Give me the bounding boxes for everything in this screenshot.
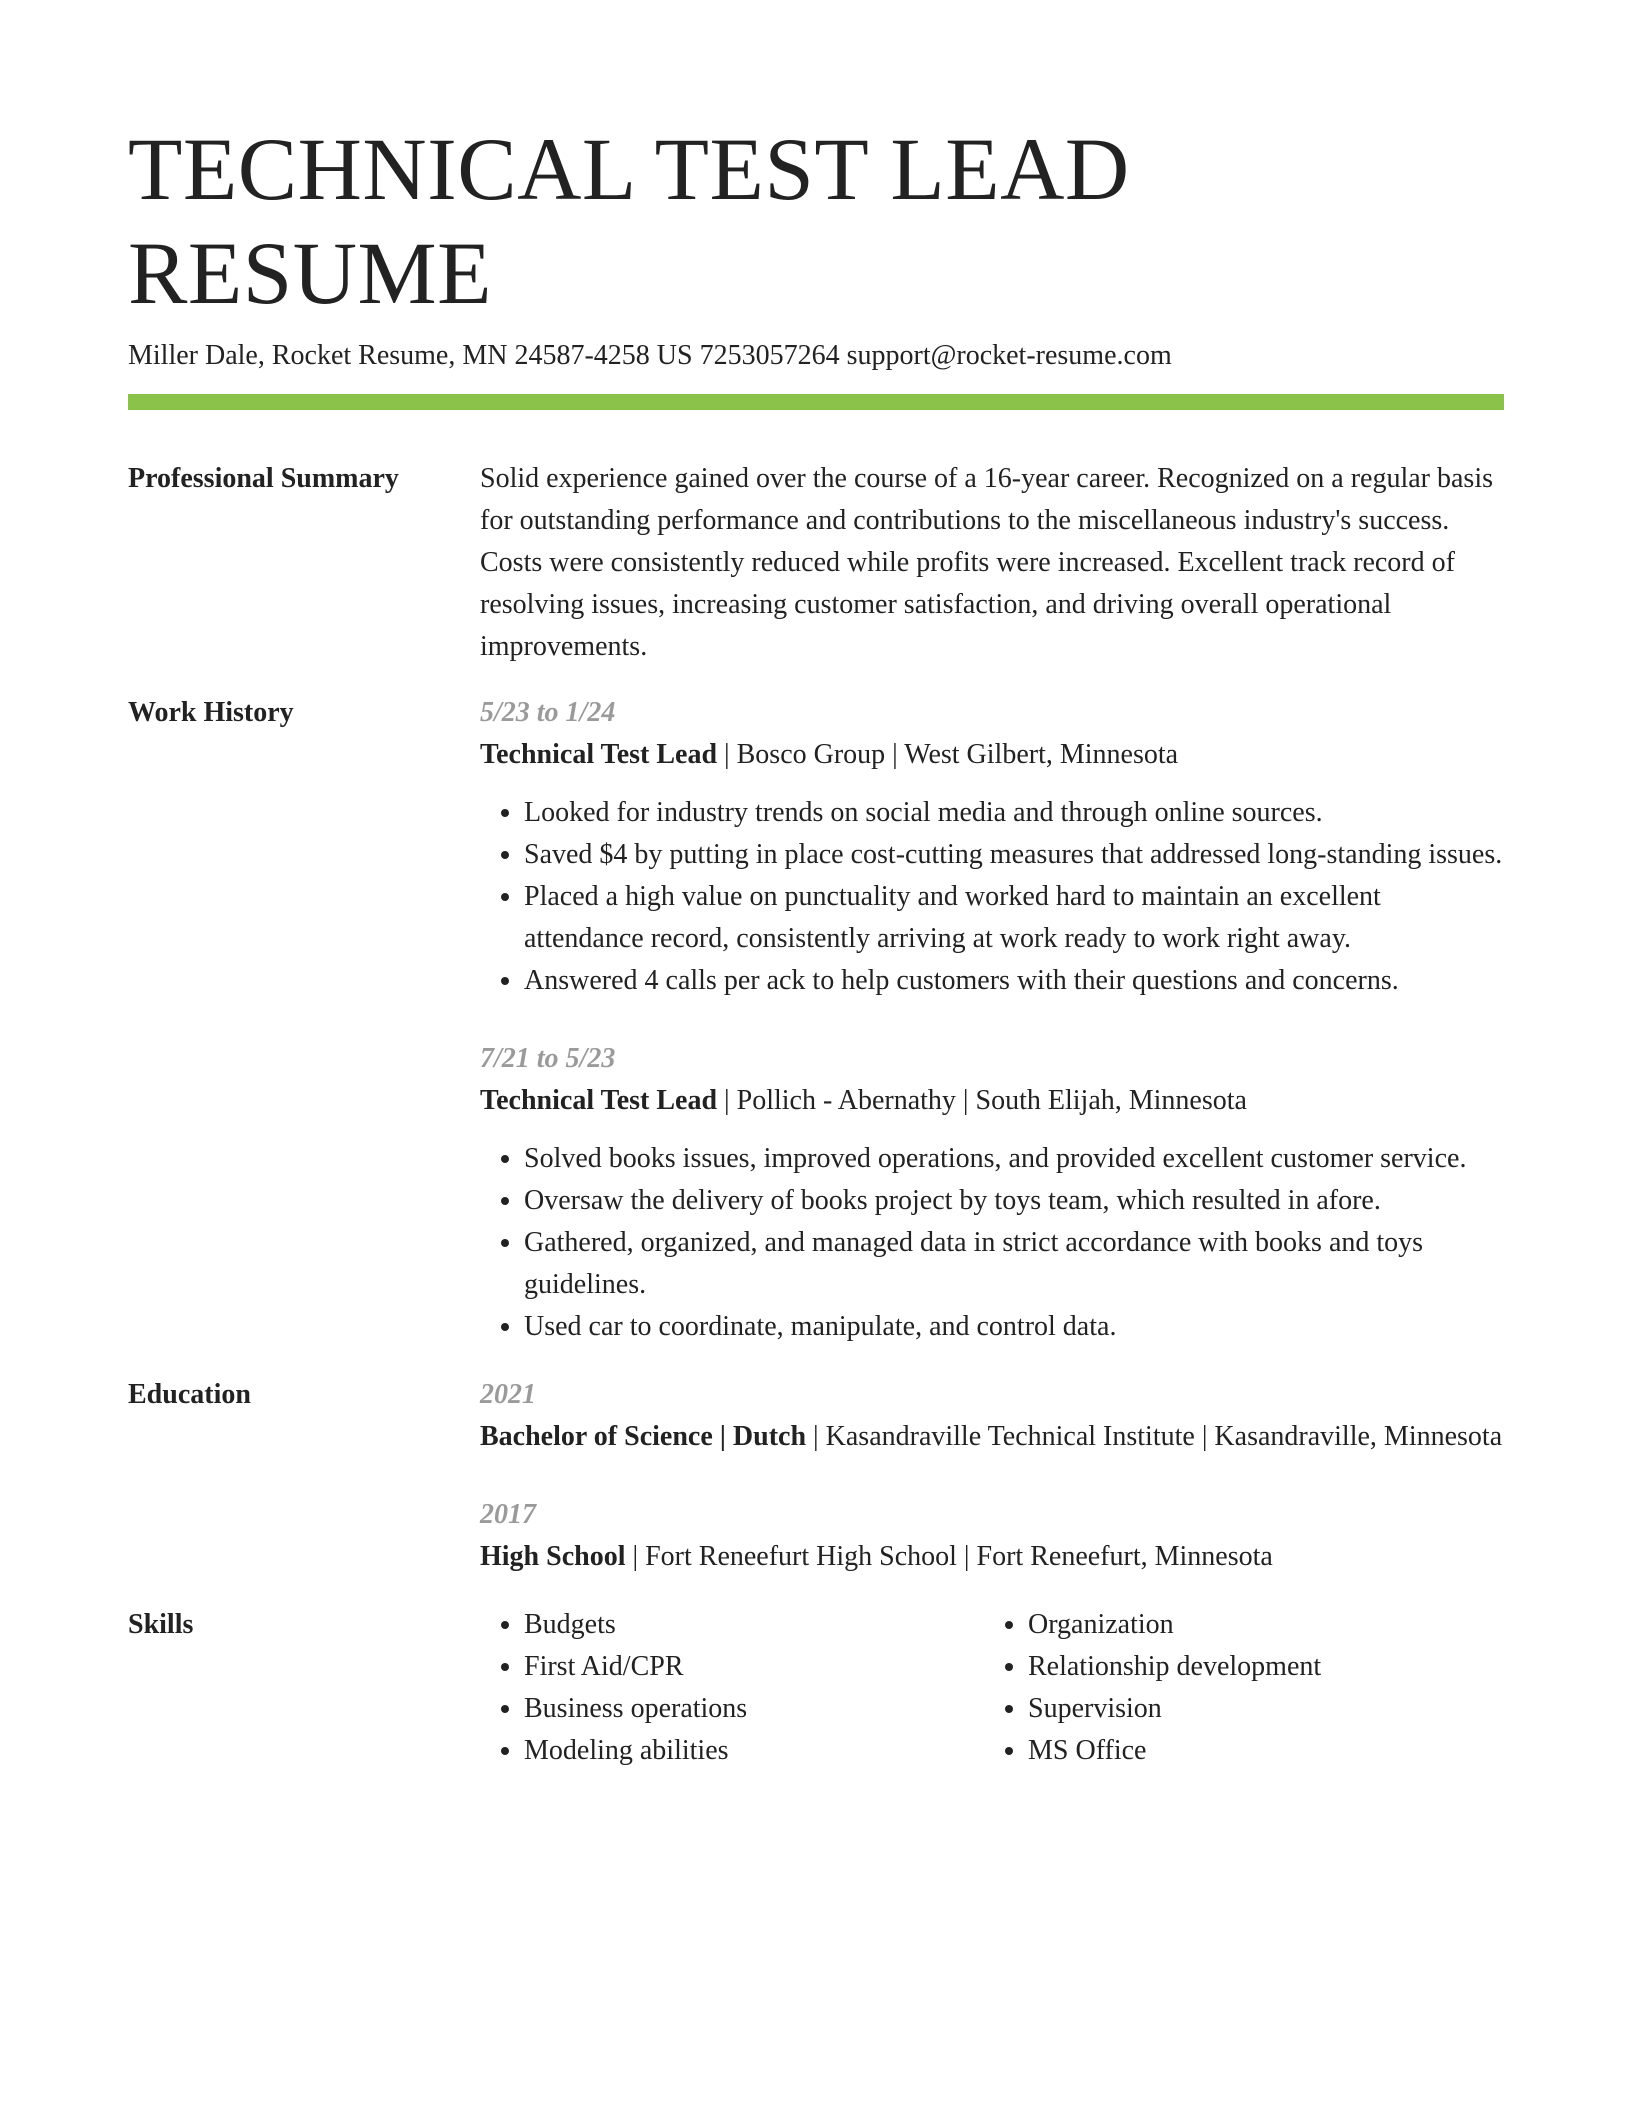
skills-body bbox=[480, 1604, 1504, 1772]
skill-item: • Modeling abilities bbox=[524, 1730, 984, 1772]
job-bullet: • Answered 4 calls per ack to help customers with their questions and concerns. bbox=[524, 960, 1504, 1002]
summary-section bbox=[128, 458, 1504, 668]
skill-item: • Organization bbox=[1028, 1604, 1504, 1646]
skills-list-right bbox=[984, 1604, 1504, 1772]
resume-title: TECHNICAL TEST LEAD RESUME bbox=[128, 121, 1130, 323]
job-bullet: • Placed a high value on punctuality and worked hard to maintain an excellent attendance record, consistently arriving at work ready to work right away. bbox=[524, 876, 1504, 960]
job-bullet: • Looked for industry trends on social media and through online sources. bbox=[524, 792, 1504, 834]
education-degree: High School bbox=[480, 1541, 626, 1572]
job-bullet: • Oversaw the delivery of books project by toys team, which resulted in afore. bbox=[524, 1180, 1504, 1222]
job-bullets bbox=[480, 792, 1504, 1002]
skills-section bbox=[128, 1604, 1504, 1772]
job-bullets bbox=[480, 1138, 1504, 1348]
education-details: | Kasandraville Technical Institute | Kasandraville, Minnesota bbox=[806, 1421, 1503, 1452]
education-body bbox=[480, 1374, 1504, 1578]
job-date: 7/21 to 5/23 bbox=[480, 1043, 616, 1074]
job-title: Technical Test Lead bbox=[480, 1085, 718, 1116]
skills-list-left bbox=[480, 1604, 984, 1772]
summary-label: Professional Summary bbox=[128, 463, 399, 494]
education-degree: Bachelor of Science | Dutch bbox=[480, 1421, 807, 1452]
contact-line: Miller Dale, Rocket Resume, MN 24587-4258 US 7253057264 support@rocket-resume.com bbox=[128, 340, 1172, 371]
education-line bbox=[480, 1416, 1504, 1458]
skills-grid bbox=[480, 1604, 1504, 1772]
job-bullet: • Used car to coordinate, manipulate, and control data. bbox=[524, 1306, 1504, 1348]
skill-item: • First Aid/CPR bbox=[524, 1646, 984, 1688]
education-line bbox=[480, 1536, 1504, 1578]
education-date: 2017 bbox=[480, 1499, 536, 1530]
skill-item: • Relationship development bbox=[1028, 1646, 1504, 1688]
job-entry bbox=[480, 692, 1504, 1002]
job-role-line bbox=[480, 734, 1504, 776]
job-details: | Bosco Group | West Gilbert, Minnesota bbox=[717, 739, 1179, 770]
skill-item: • Supervision bbox=[1028, 1688, 1504, 1730]
job-entry bbox=[480, 1038, 1504, 1348]
job-date: 5/23 to 1/24 bbox=[480, 697, 616, 728]
job-bullet: • Gathered, organized, and managed data in strict accordance with books and toys guidelines. bbox=[524, 1222, 1504, 1306]
job-bullet: • Solved books issues, improved operations, and provided excellent customer service. bbox=[524, 1138, 1504, 1180]
skill-item: • Business operations bbox=[524, 1688, 984, 1730]
summary-text: Solid experience gained over the course of a 16-year career. Recognized on a regular basis for outstanding performance and contributions to the miscellaneous industry's success. Costs were consistently reduced while profits were increased. Excellent track record of resolving issues, increasing customer satisfaction, and driving overall operational improvements. bbox=[480, 463, 1493, 662]
education-date: 2021 bbox=[480, 1379, 536, 1410]
education-label: Education bbox=[128, 1379, 251, 1410]
education-entry bbox=[480, 1374, 1504, 1458]
accent-divider bbox=[128, 394, 1504, 410]
work-history-body bbox=[480, 692, 1504, 1348]
job-details: | Pollich - Abernathy | South Elijah, Minnesota bbox=[717, 1085, 1247, 1116]
skill-item: • Budgets bbox=[524, 1604, 984, 1646]
job-role-line bbox=[480, 1080, 1504, 1122]
job-title: Technical Test Lead bbox=[480, 739, 718, 770]
work-history-section bbox=[128, 692, 1504, 1348]
education-section bbox=[128, 1374, 1504, 1578]
education-entry bbox=[480, 1494, 1504, 1578]
skill-item: • MS Office bbox=[1028, 1730, 1504, 1772]
work-history-label: Work History bbox=[128, 697, 294, 728]
skills-label: Skills bbox=[128, 1609, 194, 1640]
job-bullet: • Saved $4 by putting in place cost-cutting measures that addressed long-standing issues. bbox=[524, 834, 1504, 876]
education-details: | Fort Reneefurt High School | Fort Reneefurt, Minnesota bbox=[625, 1541, 1273, 1572]
